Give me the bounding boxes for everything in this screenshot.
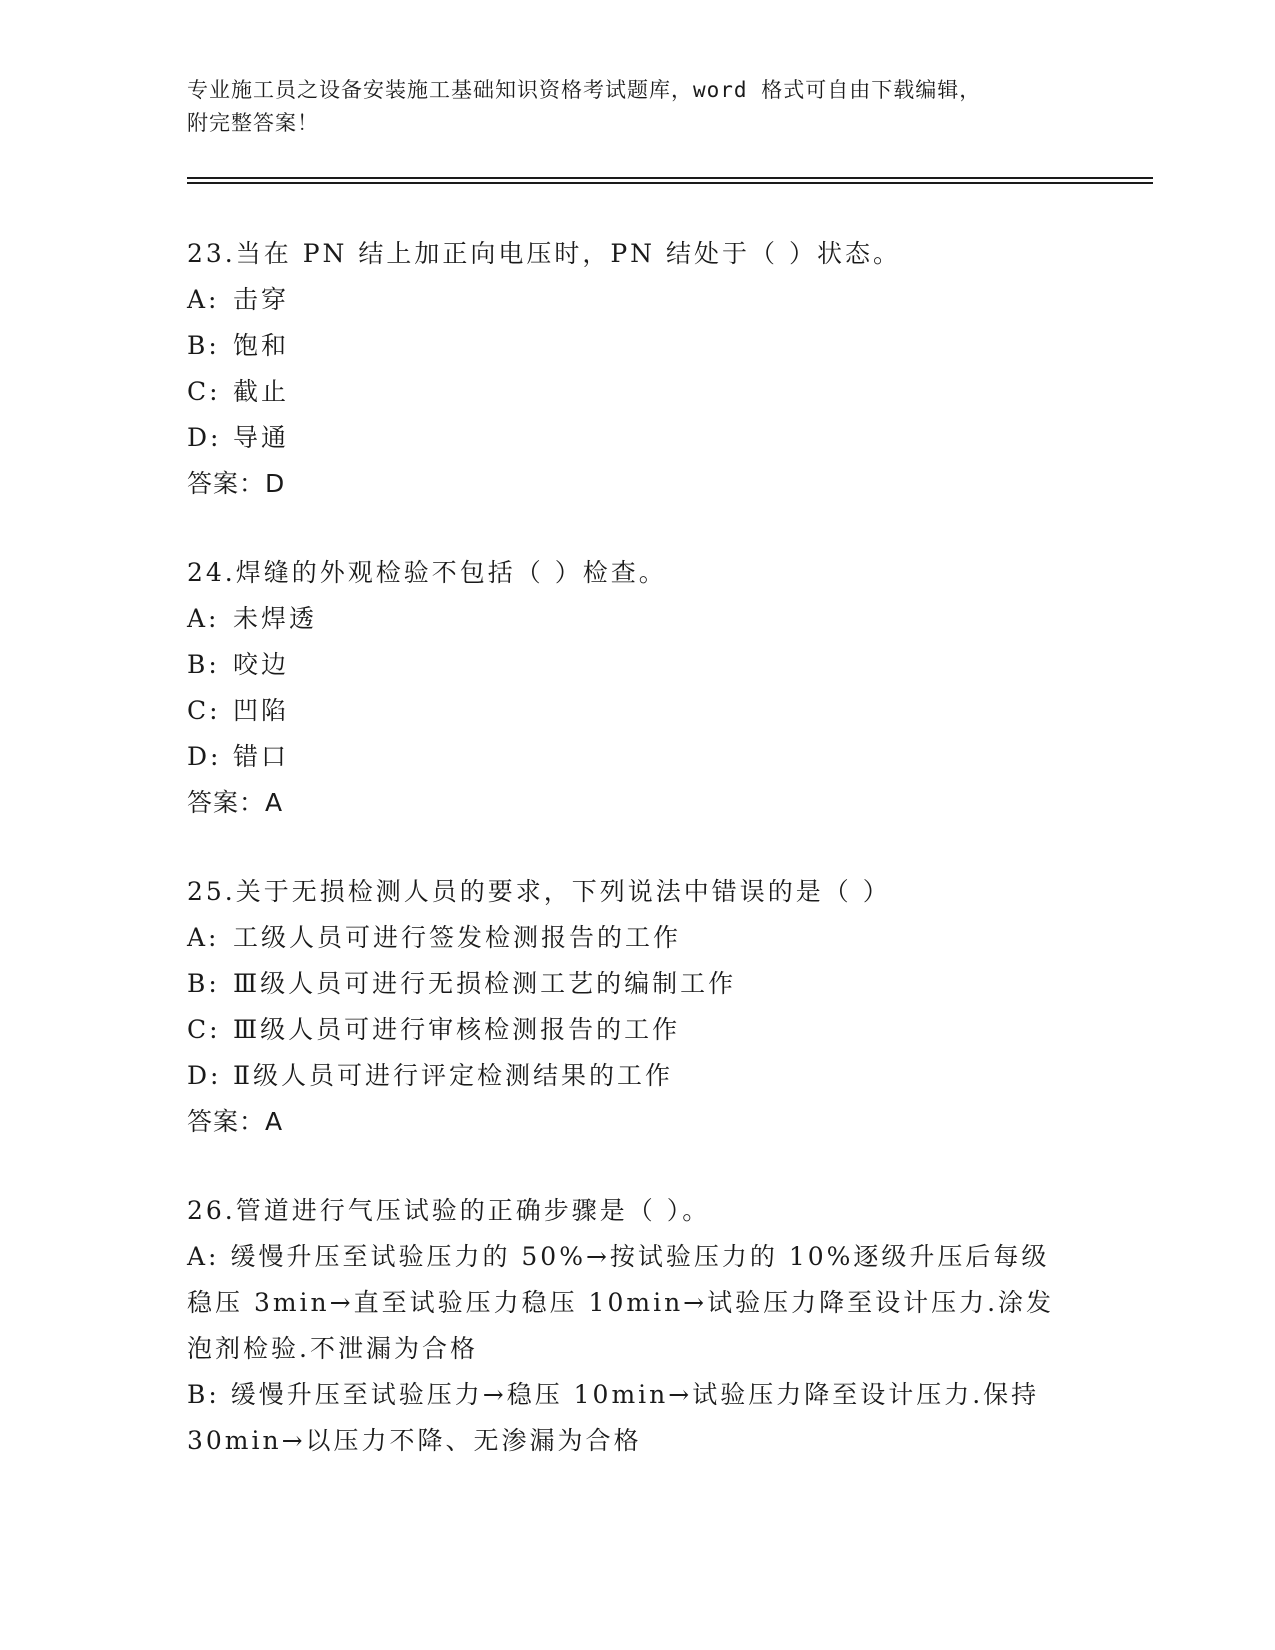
option-key: A: (187, 604, 220, 633)
option-text: 错口 (233, 742, 290, 771)
option-text: 未焊透 (233, 604, 318, 633)
header-line-2: 附完整答案！ (187, 111, 319, 135)
option-d (187, 1053, 1087, 1099)
document-header (187, 74, 1087, 140)
option-d (187, 734, 1087, 780)
option-b (187, 323, 1087, 369)
question-stem: 23.当在 PN 结上加正向电压时，PN 结处于（ ）状态。 (187, 239, 901, 268)
option-text: Ⅲ级人员可进行无损检测工艺的编制工作 (233, 969, 737, 998)
option-b (187, 642, 1087, 688)
option-text: Ⅱ级人员可进行评定检测结果的工作 (233, 1061, 673, 1090)
option-c (187, 688, 1087, 734)
option-key: B: (187, 650, 220, 679)
option-text: 饱和 (233, 331, 290, 360)
header-divider-top (187, 177, 1153, 179)
option-b (187, 961, 1087, 1007)
option-key: C: (187, 1015, 221, 1044)
option-d (187, 415, 1087, 461)
header-divider-bottom (187, 182, 1153, 184)
option-text: 缓慢升压至试验压力的 50%→按试验压力的 10%逐级升压后每级稳压 3min→直至试验压力稳压 10min→试验压力降至设计压力.涂发泡剂检验.不泄漏为合格 (187, 1242, 1055, 1363)
option-key: C: (187, 696, 221, 725)
header-line-1: 专业施工员之设备安装施工基础知识资格考试题库，word 格式可自由下载编辑， (187, 78, 982, 102)
option-text: 击穿 (233, 285, 290, 314)
option-key: A: (187, 1242, 220, 1271)
option-key: A: (187, 923, 220, 952)
option-a (187, 596, 1087, 642)
question-24 (187, 550, 1087, 826)
option-text: 导通 (233, 423, 290, 452)
option-a (187, 915, 1087, 961)
option-key: B: (187, 331, 220, 360)
answer-line: 答案：D (187, 469, 286, 498)
question-stem: 24.焊缝的外观检验不包括（ ）检查。 (187, 558, 667, 587)
answer-line: 答案：A (187, 1107, 284, 1136)
question-stem: 26.管道进行气压试验的正确步骤是（ ）。 (187, 1196, 711, 1225)
question-25 (187, 869, 1087, 1145)
answer-line: 答案：A (187, 788, 284, 817)
option-a (187, 277, 1087, 323)
option-text: 咬边 (233, 650, 290, 679)
question-23 (187, 231, 1087, 507)
option-key: D: (187, 742, 222, 771)
option-text: 截止 (233, 377, 290, 406)
option-key: D: (187, 423, 222, 452)
question-stem: 25.关于无损检测人员的要求，下列说法中错误的是（ ） (187, 877, 891, 906)
option-c (187, 1007, 1087, 1053)
option-text: 缓慢升压至试验压力→稳压 10min→试验压力降至设计压力.保持 30min→以压力不降、无渗漏为合格 (187, 1380, 1040, 1455)
option-key: B: (187, 1380, 220, 1409)
option-key: D: (187, 1061, 222, 1090)
option-key: A: (187, 285, 220, 314)
option-key: C: (187, 377, 221, 406)
option-key: B: (187, 969, 220, 998)
option-text: 工级人员可进行签发检测报告的工作 (233, 923, 682, 952)
option-text: Ⅲ级人员可进行审核检测报告的工作 (233, 1015, 681, 1044)
option-text: 凹陷 (233, 696, 290, 725)
option-c (187, 369, 1087, 415)
option-a (187, 1234, 1067, 1372)
question-26 (187, 1188, 1067, 1464)
option-b (187, 1372, 1067, 1464)
